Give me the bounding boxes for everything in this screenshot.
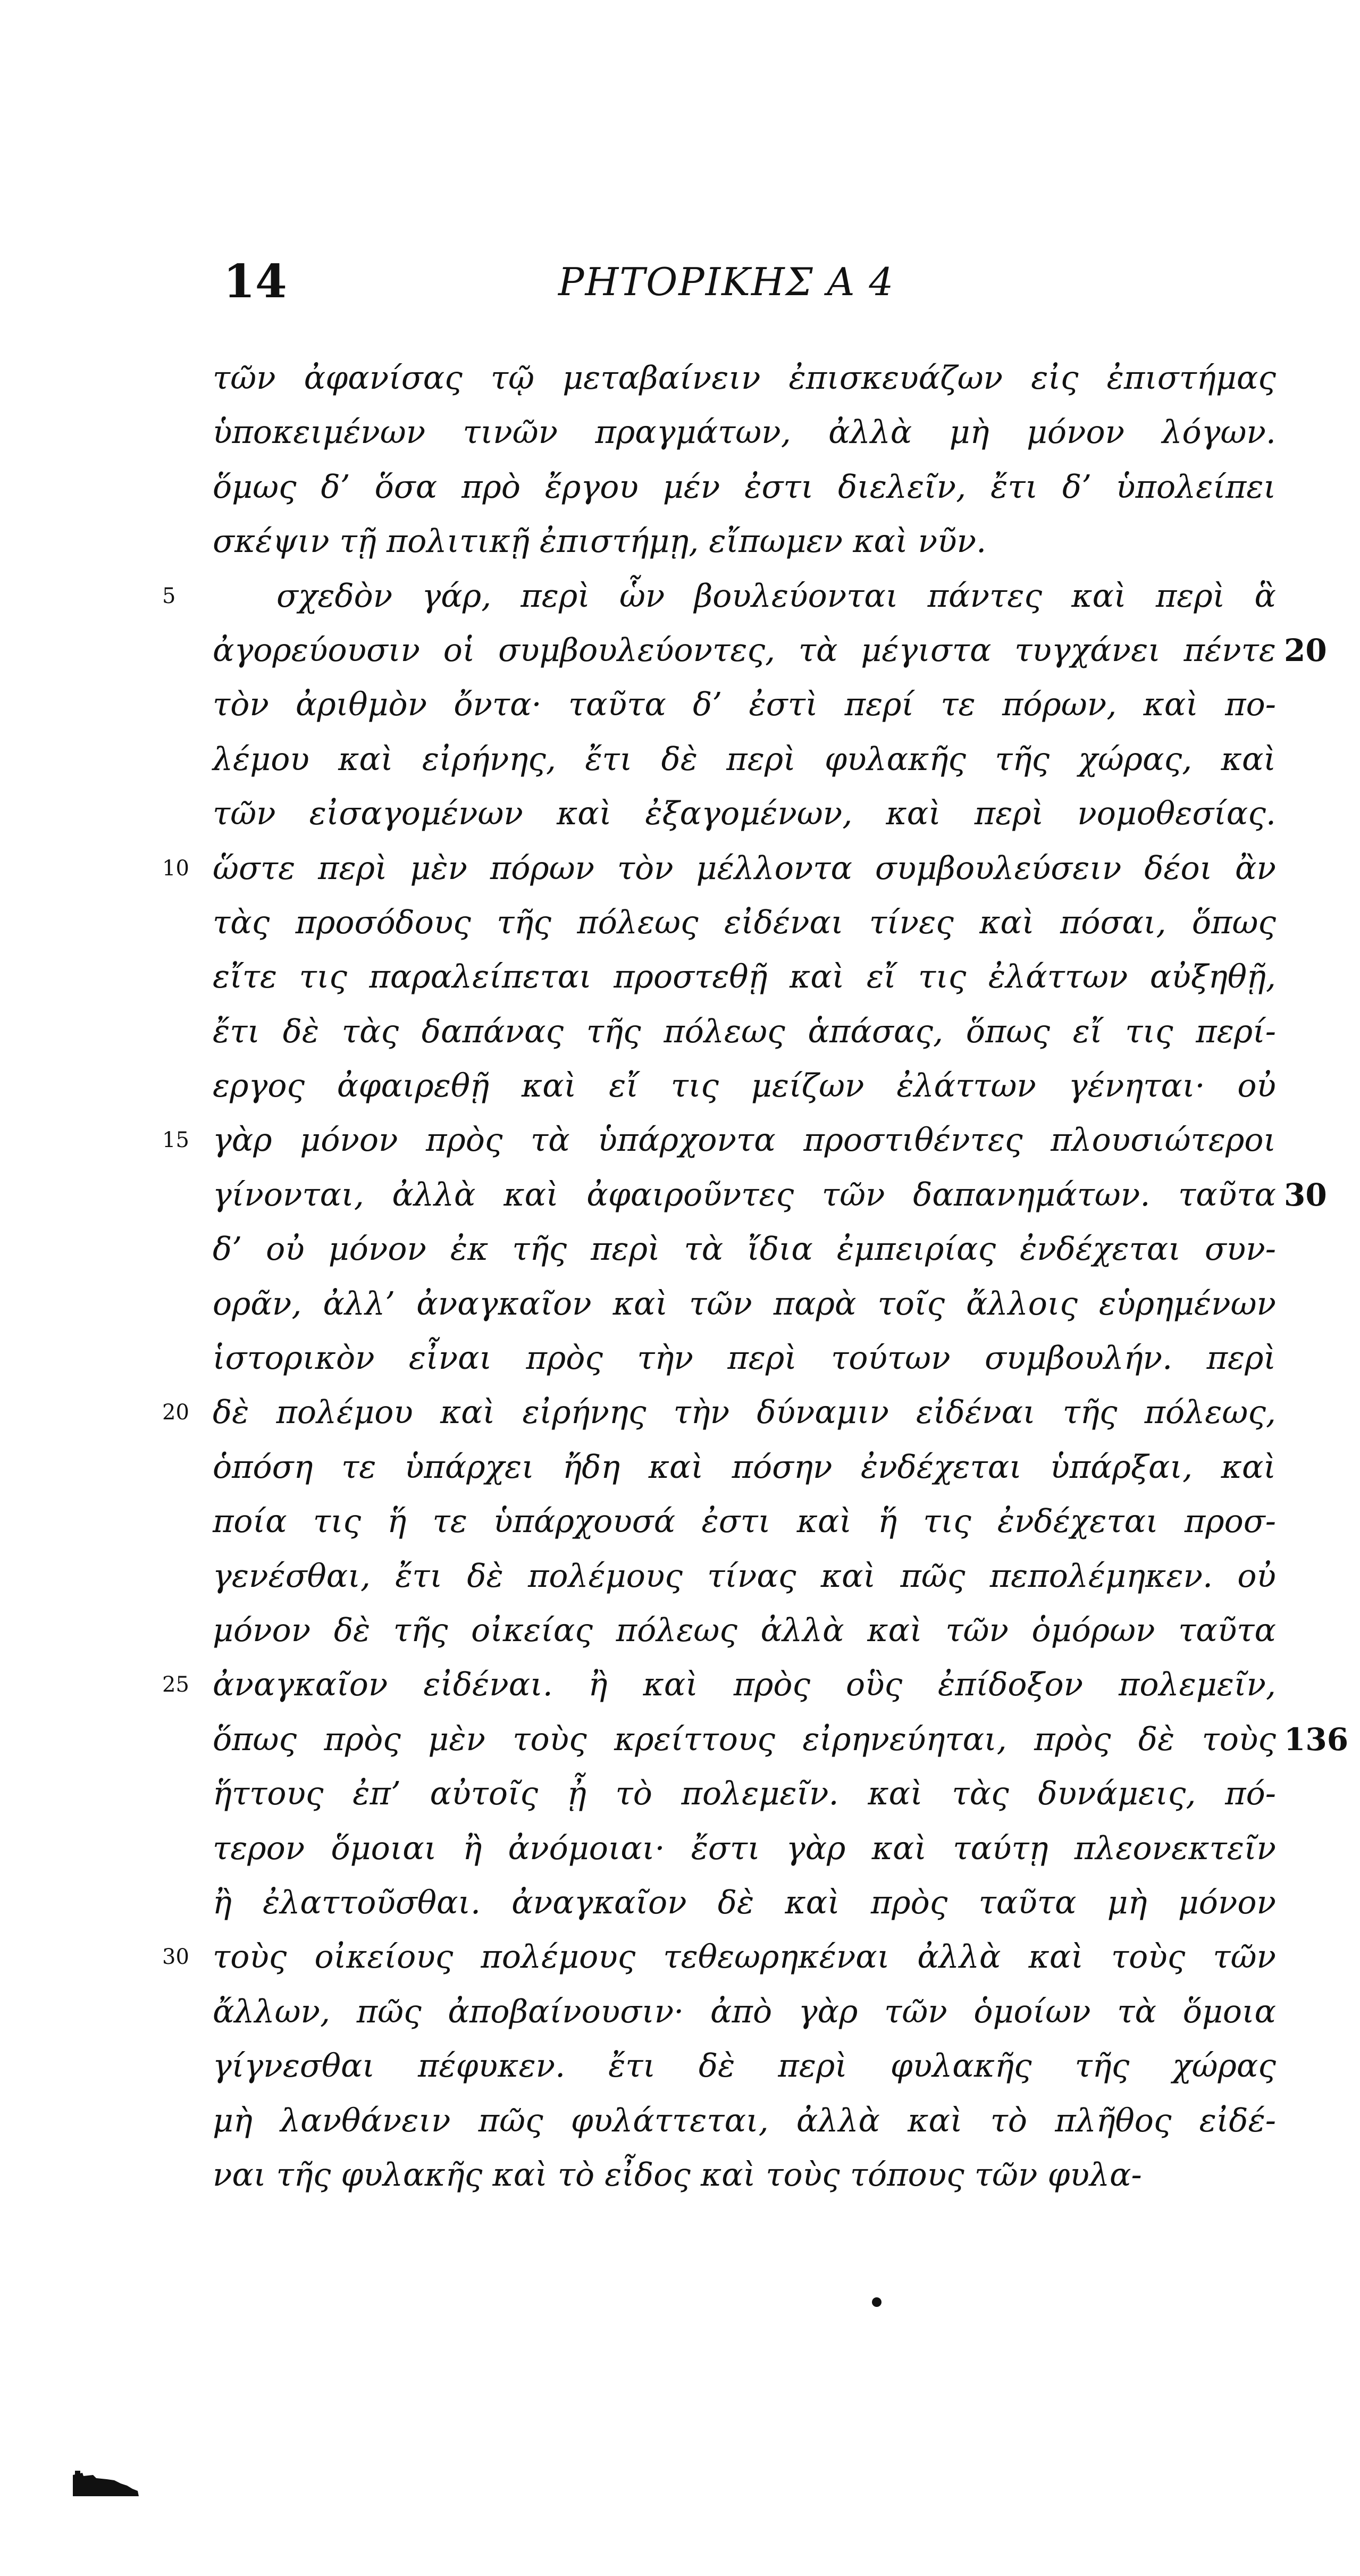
text-line <box>0 1222 1360 1276</box>
ink-dot <box>872 2297 882 2307</box>
line-text: δὲ πολέμου καὶ εἰρήνης τὴν δύναμιν εἰδέναι τῆς πόλεως, <box>213 1394 1276 1432</box>
library-stamp-icon <box>72 2468 141 2497</box>
text-line <box>0 1331 1360 1385</box>
text-line <box>0 514 1360 568</box>
text-line <box>0 1767 1360 1821</box>
margin-reference-number: 30 <box>1284 1176 1327 1213</box>
line-number: 15 <box>162 1128 189 1153</box>
line-text: ἔτι δὲ τὰς δαπάνας τῆς πόλεως ἁπάσας, ὅπως εἴ τις περί- <box>213 1013 1276 1050</box>
line-text: μόνον δὲ τῆς οἰκείας πόλεως ἀλλὰ καὶ τῶν ὁμόρων ταῦτα <box>213 1611 1276 1649</box>
line-text: δ’ οὐ μόνον ἐκ τῆς περὶ τὰ ἴδια ἐμπειρίας ἐνδέχεται συν- <box>213 1231 1276 1268</box>
text-line <box>0 1494 1360 1549</box>
text-line <box>0 1385 1360 1440</box>
line-text: ἄλλων, πῶς ἀποβαίνουσιν· ἀπὸ γὰρ τῶν ὁμοίων τὰ ὅμοια <box>213 1993 1276 2030</box>
line-text: ὥστε περὶ μὲν πόρων τὸν μέλλοντα συμβουλεύσειν δέοι ἂν <box>213 849 1276 887</box>
text-line <box>0 1113 1360 1167</box>
text-line <box>0 1930 1360 1984</box>
line-number: 10 <box>162 856 189 881</box>
text-line <box>0 1712 1360 1767</box>
text-line <box>0 1658 1360 1712</box>
line-text: ὁπόση τε ὑπάρχει ἤδη καὶ πόσην ἐνδέχεται ὑπάρξαι, καὶ <box>213 1448 1276 1486</box>
text-line <box>0 2039 1360 2093</box>
line-number: 30 <box>162 1945 189 1970</box>
page-header <box>0 250 1360 314</box>
running-title: ΡΗΤΟΡΙΚΗΣ Α 4 <box>558 260 895 304</box>
text-line <box>0 678 1360 732</box>
line-text: ὅπως πρὸς μὲν τοὺς κρείττους εἰρηνεύηται, πρὸς δὲ τοὺς <box>213 1720 1276 1758</box>
line-text: ἥττους ἐπ’ αὐτοῖς ᾖ τὸ πολεμεῖν. καὶ τὰς δυνάμεις, πό- <box>213 1775 1276 1813</box>
greek-text-body <box>0 351 1360 2202</box>
line-text: ἀναγκαῖον εἰδέναι. ἢ καὶ πρὸς οὓς ἐπίδοξον πολεμεῖν, <box>213 1666 1276 1704</box>
margin-reference-number: 136 <box>1284 1721 1349 1758</box>
text-line <box>0 1876 1360 1930</box>
text-line <box>0 1168 1360 1222</box>
text-line <box>0 623 1360 678</box>
line-text: τὸν ἀριθμὸν ὄντα· ταῦτα δ’ ἐστὶ περί τε πόρων, καὶ πο- <box>213 686 1276 724</box>
text-line <box>0 460 1360 514</box>
page-number: 14 <box>223 255 287 308</box>
text-line <box>0 2148 1360 2202</box>
line-text: σχεδὸν γάρ, περὶ ὧν βουλεύονται πάντες καὶ περὶ ἃ <box>276 577 1276 615</box>
line-number: 5 <box>162 583 176 608</box>
text-line <box>0 351 1360 405</box>
line-text: ἱστορικὸν εἶναι πρὸς τὴν περὶ τούτων συμβουλήν. περὶ <box>213 1340 1276 1377</box>
line-text: γίνονται, ἀλλὰ καὶ ἀφαιροῦντες τῶν δαπανημάτων. ταῦτα <box>213 1176 1276 1214</box>
line-text: μὴ λανθάνειν πῶς φυλάττεται, ἀλλὰ καὶ τὸ πλῆθος εἰδέ- <box>213 2102 1276 2139</box>
line-text: ορᾶν, ἀλλ’ ἀναγκαῖον καὶ τῶν παρὰ τοῖς ἄλλοις εὑρημένων <box>213 1285 1276 1323</box>
line-text: τῶν εἰσαγομένων καὶ ἐξαγομένων, καὶ περὶ νομοθεσίας. <box>213 795 1276 833</box>
line-text: γενέσθαι, ἔτι δὲ πολέμους τίνας καὶ πῶς πεπολέμηκεν. οὐ <box>213 1557 1276 1595</box>
text-line <box>0 732 1360 787</box>
line-text: εἴτε τις παραλείπεται προστεθῇ καὶ εἴ τις ἐλάττων αὐξηθῇ, <box>213 958 1276 996</box>
text-line <box>0 787 1360 841</box>
line-text: ἀγορεύουσιν οἱ συμβουλεύοντες, τὰ μέγιστα τυγχάνει πέντε <box>213 631 1276 669</box>
line-text: τὰς προσόδους τῆς πόλεως εἰδέναι τίνες καὶ πόσαι, ὅπως <box>213 904 1276 941</box>
text-line <box>0 1985 1360 2039</box>
text-line <box>0 1005 1360 1059</box>
text-line <box>0 405 1360 459</box>
line-number: 20 <box>162 1400 189 1425</box>
text-line <box>0 1440 1360 1494</box>
text-line <box>0 1821 1360 1876</box>
text-line <box>0 950 1360 1004</box>
text-line <box>0 1277 1360 1331</box>
line-text: γίγνεσθαι πέφυκεν. ἔτι δὲ περὶ φυλακῆς τῆς χώρας <box>213 2047 1276 2085</box>
line-number: 25 <box>162 1672 189 1697</box>
line-text: εργος ἀφαιρεθῇ καὶ εἴ τις μείζων ἐλάττων γένηται· οὐ <box>213 1067 1276 1105</box>
text-line <box>0 1549 1360 1603</box>
line-text: λέμου καὶ εἰρήνης, ἔτι δὲ περὶ φυλακῆς τῆς χώρας, καὶ <box>213 740 1276 778</box>
line-text: τερον ὅμοιαι ἢ ἀνόμοιαι· ἔστι γὰρ καὶ ταύτῃ πλεονεκτεῖν <box>213 1829 1276 1867</box>
line-text: τοὺς οἰκείους πολέμους τεθεωρηκέναι ἀλλὰ καὶ τοὺς τῶν <box>213 1938 1276 1976</box>
text-line <box>0 2094 1360 2148</box>
line-text: γὰρ μόνον πρὸς τὰ ὑπάρχοντα προστιθέντες πλουσιώτεροι <box>213 1122 1276 1159</box>
line-text: σκέψιν τῇ πολιτικῇ ἐπιστήμῃ, εἴπωμεν καὶ νῦν. <box>213 523 987 561</box>
line-text: ὑποκειμένων τινῶν πραγμάτων, ἀλλὰ μὴ μόνον λόγων. <box>213 414 1276 451</box>
text-line <box>0 896 1360 950</box>
margin-reference-number: 20 <box>1284 632 1327 668</box>
text-line <box>0 841 1360 896</box>
line-text: ἢ ἐλαττοῦσθαι. ἀναγκαῖον δὲ καὶ πρὸς ταῦτα μὴ μόνον <box>213 1884 1276 1921</box>
line-text: τῶν ἀφανίσας τῷ μεταβαίνειν ἐπισκευάζων εἰς ἐπιστήμας <box>213 359 1276 397</box>
text-line <box>0 1059 1360 1113</box>
text-line <box>0 569 1360 623</box>
text-line <box>0 1603 1360 1658</box>
line-text: ποία τις ἥ τε ὑπάρχουσά ἐστι καὶ ἥ τις ἐνδέχεται προσ- <box>213 1503 1276 1541</box>
line-text: ναι τῆς φυλακῆς καὶ τὸ εἶδος καὶ τοὺς τόπους τῶν φυλα- <box>213 2156 1142 2194</box>
line-text: ὅμως δ’ ὅσα πρὸ ἔργου μέν ἐστι διελεῖν, ἔτι δ’ ὑπολείπει <box>213 468 1276 506</box>
